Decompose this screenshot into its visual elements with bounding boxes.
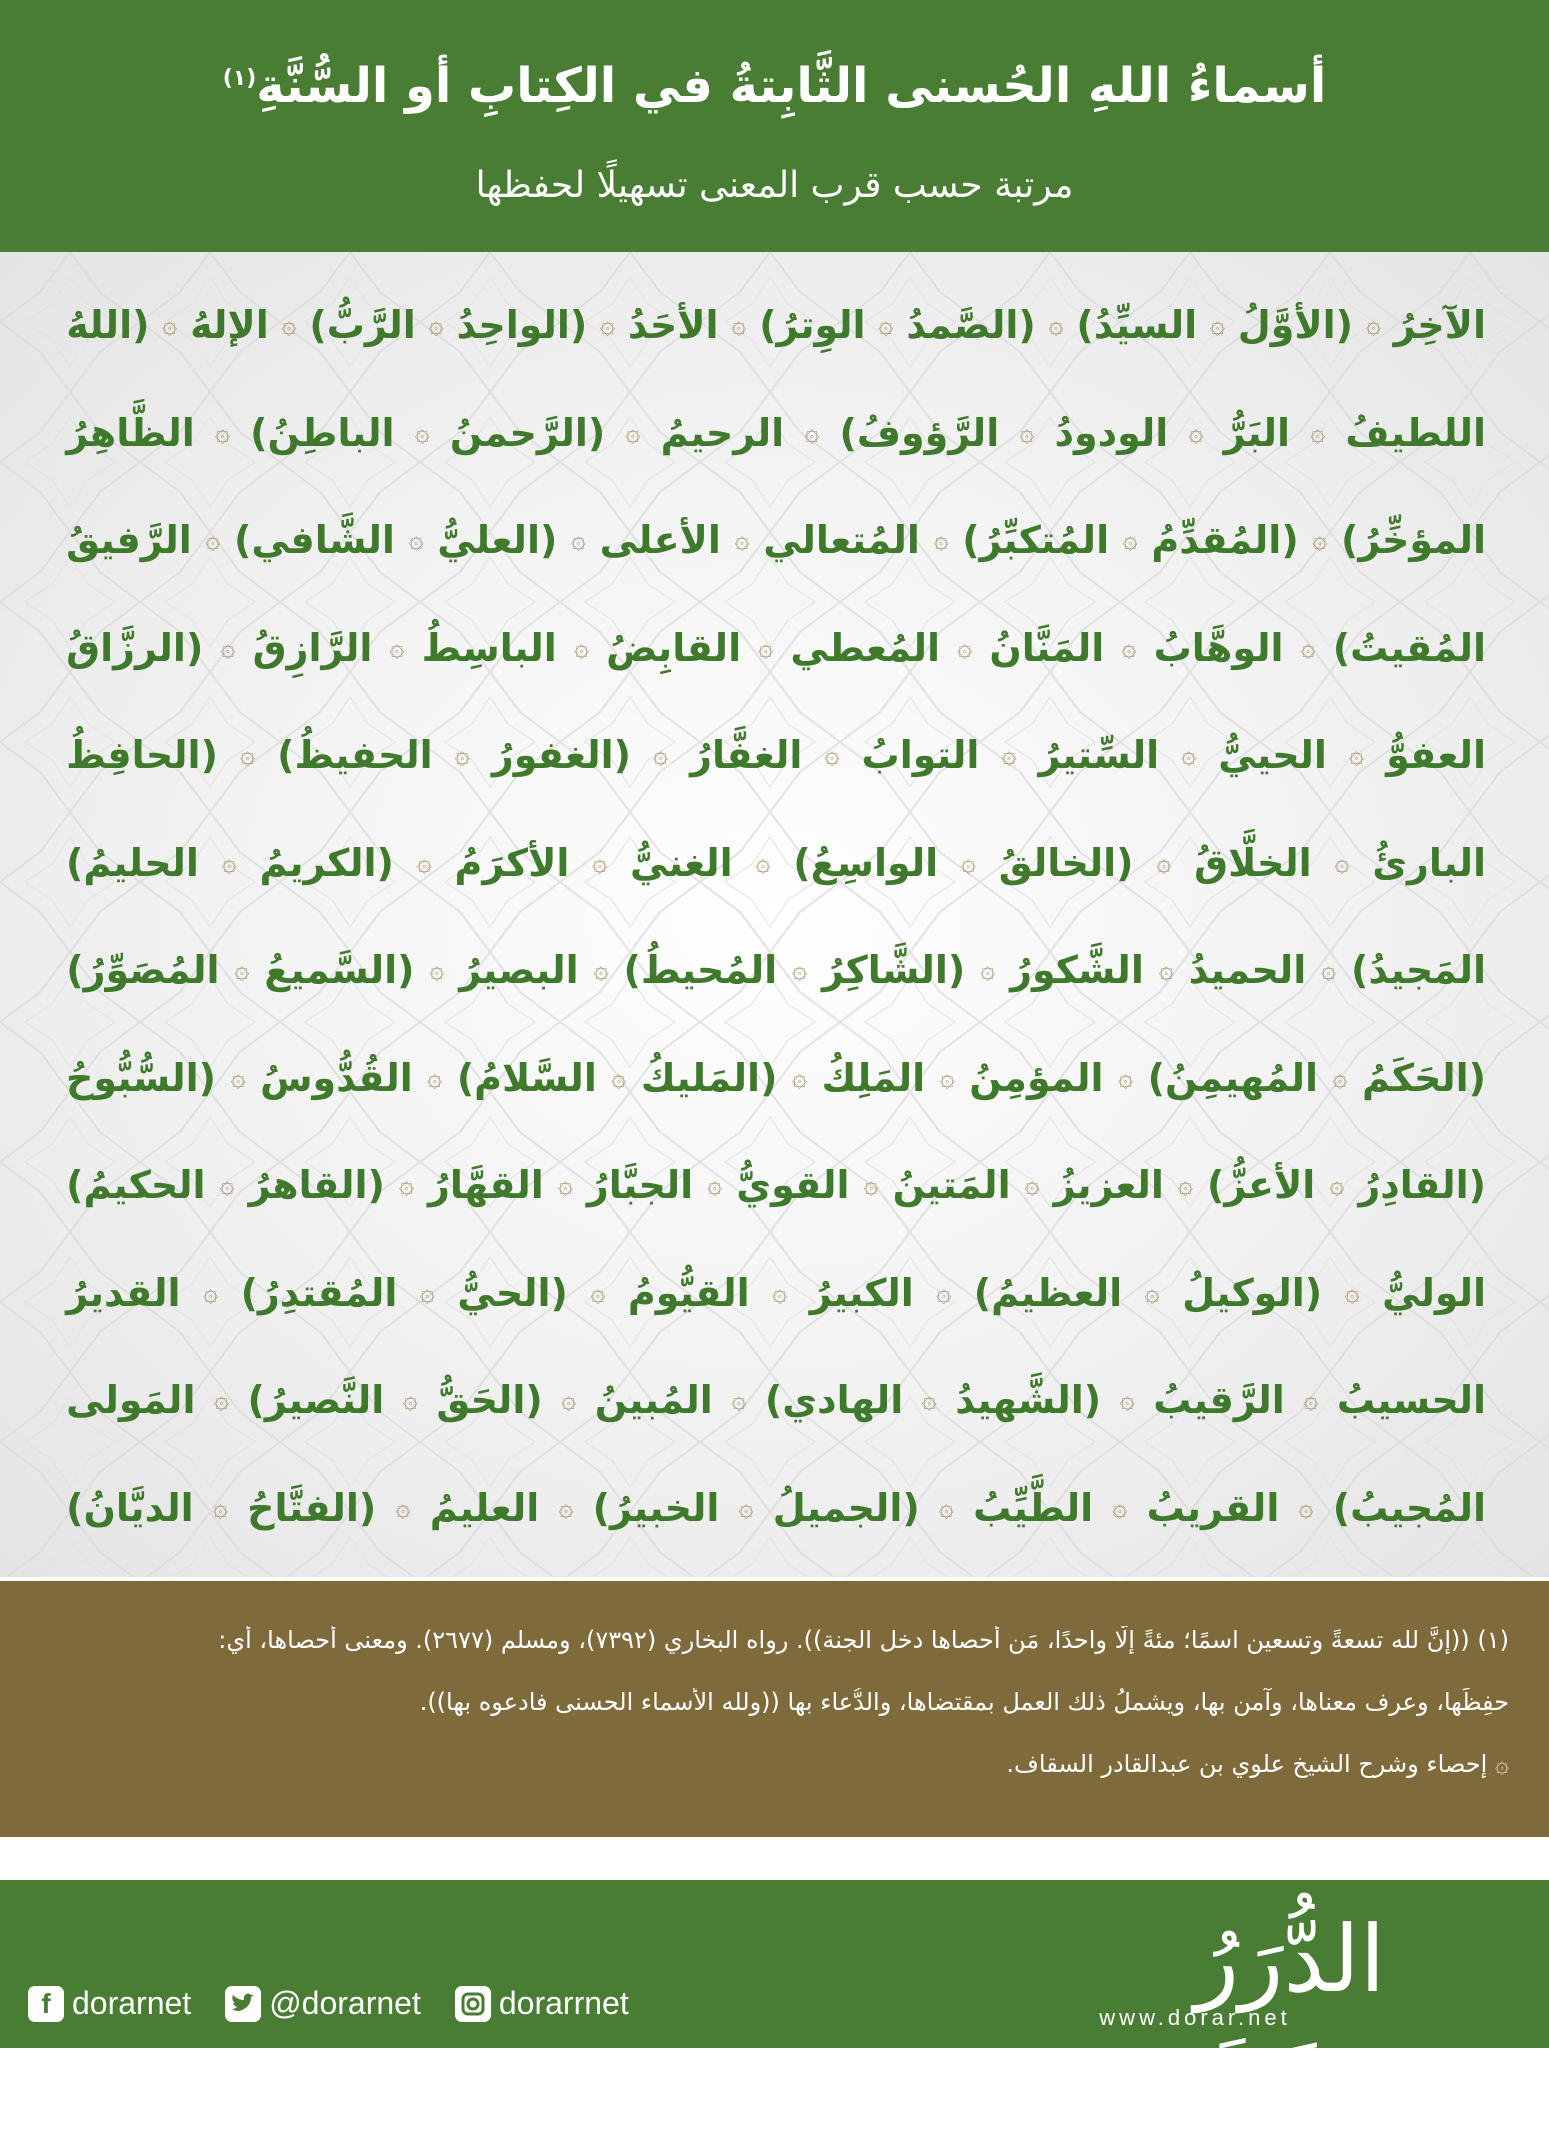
divine-name: السَّلامُ)	[456, 1055, 597, 1100]
ornament-separator-icon: ۞	[625, 417, 641, 448]
ornament-separator-icon: ۞	[570, 525, 587, 555]
ornament-separator-icon: ۞	[1209, 310, 1226, 340]
divine-name: العظيمُ)	[973, 1270, 1123, 1315]
names-row	[66, 500, 1486, 580]
ornament-separator-icon: ۞	[1321, 955, 1337, 985]
ornament-separator-icon: ۞	[1300, 632, 1316, 663]
ornament-separator-icon: ۞	[1365, 310, 1381, 340]
divine-name: (الأوَّلُ	[1237, 303, 1354, 347]
divine-name: الجبَّارُ	[586, 1163, 694, 1207]
ornament-separator-icon: ۞	[1122, 525, 1138, 555]
ornament-separator-icon: ۞	[1001, 740, 1017, 770]
divine-name: (الحافِظُ	[66, 733, 218, 777]
ornament-separator-icon: ۞	[416, 847, 432, 878]
title-footnote-ref: (١)	[222, 66, 257, 91]
ornament-separator-icon: ۞	[755, 847, 771, 878]
divine-name: الباطِنُ)	[250, 410, 395, 455]
ornament-separator-icon: ۞	[1298, 1492, 1314, 1523]
social-links	[28, 1985, 663, 2022]
ornament-separator-icon: ۞	[1344, 1277, 1360, 1308]
facebook-icon: f	[28, 1986, 64, 2022]
names-row	[66, 1145, 1486, 1225]
ornament-separator-icon: ۞	[921, 1385, 937, 1415]
divine-name: الطَّيِّبُ	[973, 1485, 1094, 1530]
ornament-separator-icon: ۞	[1348, 740, 1365, 770]
divine-name: الخلَّاقُ	[1194, 840, 1312, 885]
ornament-separator-icon: ۞	[1119, 1385, 1135, 1415]
ornament-separator-icon: ۞	[214, 417, 231, 448]
instagram-icon	[455, 1986, 491, 2022]
divine-name: الآخِرُ	[1393, 303, 1486, 347]
divine-name: (الشَّاكِرُ	[821, 948, 966, 992]
ornament-separator-icon: ۞	[557, 1170, 573, 1200]
names-row	[66, 285, 1486, 365]
divine-name: الباسِطُ	[421, 625, 557, 670]
divine-name: القهَّارُ	[427, 1163, 544, 1207]
facebook-handle: dorarnet	[72, 1985, 192, 2021]
names-row	[66, 823, 1486, 903]
divine-name: المُتعالي	[763, 518, 920, 562]
divine-name: الحسيبُ	[1336, 1378, 1486, 1422]
ornament-separator-icon: ۞	[221, 847, 237, 878]
divine-name: البَرُّ	[1223, 410, 1291, 455]
ornament-separator-icon: ۞	[1303, 1385, 1319, 1415]
divine-name: المَنَّانُ	[989, 625, 1105, 670]
divine-name: الأكرَمُ	[454, 840, 570, 885]
divine-name: البصيرُ	[459, 948, 579, 992]
divine-name: (اللهُ	[66, 303, 150, 347]
divine-name: الحليمُ)	[66, 840, 199, 885]
divine-name: الديَّانُ)	[66, 1485, 194, 1530]
divine-name: المؤخِّرُ)	[1341, 518, 1486, 562]
divine-name: الشَّافي)	[234, 518, 395, 562]
names-row	[66, 715, 1486, 795]
divine-name: الوهَّابُ	[1153, 625, 1284, 670]
ornament-separator-icon: ۞	[398, 1170, 415, 1200]
ornament-separator-icon: ۞	[731, 310, 747, 340]
ornament-separator-icon: ۞	[429, 955, 445, 985]
twitter-handle: @dorarnet	[269, 1985, 421, 2021]
divine-name: اللطيفُ	[1345, 410, 1486, 455]
ornament-separator-icon: ۞	[731, 1385, 747, 1415]
ornament-separator-icon: ۞	[590, 1277, 606, 1308]
divine-name: الحكيمُ)	[66, 1163, 206, 1207]
divine-name: المُعطي	[790, 625, 941, 670]
ornament-separator-icon: ۞	[1181, 740, 1197, 770]
ornament-separator-icon: ۞	[162, 310, 178, 340]
website-url[interactable]: www.dorar.net	[1099, 2005, 1291, 2030]
ornament-separator-icon: ۞	[414, 417, 430, 448]
divine-name: الكبيرُ	[809, 1270, 914, 1315]
divine-name: الرَّقيبُ	[1153, 1378, 1285, 1422]
ornament-separator-icon: ۞	[239, 740, 256, 770]
instagram-handle: dorarrnet	[498, 1985, 629, 2021]
divine-name: (الشَّهيدُ	[955, 1378, 1102, 1422]
divine-name: السيِّدُ)	[1076, 303, 1198, 347]
divine-name: العليمُ	[429, 1485, 540, 1530]
ornament-icon: ۞	[1494, 1750, 1509, 1778]
divine-name: الحفيظُ)	[277, 733, 433, 777]
ornament-separator-icon: ۞	[234, 955, 250, 985]
ornament-separator-icon: ۞	[1048, 310, 1064, 340]
ornament-separator-icon: ۞	[980, 955, 996, 985]
divine-name: (الرزَّاقُ	[66, 625, 204, 670]
names-panel	[0, 252, 1549, 1577]
divine-name: (الحَقُّ	[436, 1378, 543, 1422]
footnote-line-3	[40, 1750, 1509, 1778]
ornament-separator-icon: ۞	[611, 1062, 627, 1093]
divine-name: المَلِكُ	[821, 1055, 926, 1100]
divine-name: النَّصيرُ)	[247, 1378, 385, 1422]
ornament-separator-icon: ۞	[220, 632, 236, 663]
ornament-separator-icon: ۞	[824, 740, 840, 770]
ornament-separator-icon: ۞	[1188, 417, 1204, 448]
divine-name: (القادِرُ	[1358, 1163, 1486, 1207]
divine-name: المُتكبِّرُ)	[962, 518, 1110, 562]
divine-name: المُهيمِنُ)	[1147, 1055, 1318, 1100]
divine-name: الإلهُ	[190, 303, 269, 347]
ornament-separator-icon: ۞	[652, 740, 669, 770]
ornament-separator-icon: ۞	[772, 1277, 788, 1308]
divine-name: (المَليكُ	[640, 1055, 778, 1100]
divine-name: المُقيتُ)	[1332, 625, 1486, 670]
ornament-separator-icon: ۞	[1312, 525, 1328, 555]
divine-name: الرَّبُّ)	[309, 303, 416, 347]
title-text: أسماءُ اللهِ الحُسنى الثَّابِتةُ في الكِتابِ أو السُّنَّةِ	[256, 58, 1327, 114]
ornament-separator-icon: ۞	[213, 1385, 230, 1415]
facebook-link[interactable]	[28, 1985, 191, 2022]
ornament-separator-icon: ۞	[219, 1170, 235, 1200]
ornament-separator-icon: ۞	[593, 955, 609, 985]
divine-name: المُقتدِرُ)	[240, 1270, 398, 1315]
names-row	[66, 930, 1486, 1010]
header-banner	[0, 0, 1549, 252]
footnote-line-2: حفِظَها، وعرف معناها، وآمن بها، ويشملُ ذلك العمل بمقتضاها، والدُّعاء بها ((ولله الأسماء الحسنى فادعوه بها)).	[419, 1688, 1509, 1716]
divine-name: الشَّكورُ	[1010, 948, 1144, 992]
ornament-separator-icon: ۞	[592, 847, 608, 878]
ornament-separator-icon: ۞	[561, 1385, 577, 1415]
twitter-link[interactable]	[225, 1985, 421, 2022]
ornament-separator-icon: ۞	[933, 525, 949, 555]
footnote-line-1: (١) ((إنَّ لله تسعةً وتسعين اسمًا؛ مئةً إلَّا واحدًا، مَن أحصاها دخل الجنة)). رواه البخاري (٧٣٩٢)، ومسلم (٢٦٧٧). ومعنى أحصاها، أي:	[218, 1626, 1509, 1654]
ornament-separator-icon: ۞	[212, 1492, 229, 1523]
ornament-separator-icon: ۞	[281, 310, 297, 340]
divine-name: المَتينُ	[892, 1163, 1011, 1207]
divine-name: المُبينُ	[594, 1378, 713, 1422]
divine-name: العفوُّ	[1386, 733, 1486, 777]
ornament-separator-icon: ۞	[1156, 847, 1172, 878]
divine-name: المُجيبُ)	[1332, 1485, 1486, 1530]
divine-name: القيُّومُ	[627, 1270, 750, 1315]
ornament-separator-icon: ۞	[599, 310, 616, 340]
ornament-separator-icon: ۞	[395, 1492, 411, 1523]
divine-name: الرَّازِقُ	[252, 625, 373, 670]
divine-name: الوِترُ)	[759, 303, 866, 347]
divine-name: الأحَدُ	[627, 303, 719, 347]
divine-name: المَجيدُ)	[1351, 948, 1486, 992]
ornament-separator-icon: ۞	[1019, 417, 1035, 448]
page-title	[0, 58, 1549, 114]
ornament-separator-icon: ۞	[389, 632, 405, 663]
divine-name: (العليُّ	[437, 518, 558, 562]
footnote-credit: إحصاء وشرح الشيخ علوي بن عبدالقادر السقاف.	[1006, 1750, 1488, 1778]
ornament-separator-icon: ۞	[936, 1277, 952, 1308]
divine-name: (الغفورُ	[491, 733, 632, 777]
ornament-separator-icon: ۞	[427, 1062, 443, 1093]
divine-name: (الجميلُ	[772, 1485, 920, 1530]
divine-name: (السُّبُّوحُ	[66, 1055, 217, 1100]
page-subtitle: مرتبة حسب قرب المعنى تسهيلًا لحفظها	[475, 165, 1074, 206]
ornament-separator-icon: ۞	[1117, 1062, 1134, 1093]
ornament-separator-icon: ۞	[878, 310, 894, 340]
ornament-separator-icon: ۞	[1334, 847, 1350, 878]
names-row	[66, 1468, 1486, 1548]
divine-name: الرَّفيقُ	[66, 518, 192, 562]
divine-name: الغفَّارُ	[690, 733, 803, 777]
ornament-separator-icon: ۞	[758, 632, 774, 663]
divine-name: الوليُّ	[1382, 1270, 1486, 1315]
divine-name: الحييُّ	[1218, 733, 1327, 777]
ornament-separator-icon: ۞	[1144, 1277, 1160, 1308]
ornament-separator-icon: ۞	[1310, 417, 1326, 448]
ornament-separator-icon: ۞	[202, 1277, 219, 1308]
divine-name: (القاهرُ	[248, 1163, 385, 1207]
divine-name: (الواحِدُ	[456, 303, 588, 347]
divine-name: الهادي)	[764, 1378, 904, 1422]
divine-name: المُصَوِّرُ)	[66, 948, 220, 992]
divine-name: الغنيُّ	[630, 840, 733, 885]
divine-name: (الرَّحمنُ	[449, 410, 606, 455]
divine-name: السِّتيرُ	[1038, 733, 1160, 777]
divine-name: (الحَكَمُ	[1362, 1055, 1486, 1100]
ornament-separator-icon: ۞	[734, 525, 750, 555]
ornament-separator-icon: ۞	[707, 1170, 723, 1200]
divine-name: المؤمِنُ	[969, 1055, 1104, 1100]
divine-name: الأعزُّ)	[1207, 1163, 1316, 1207]
divine-name: المَولى	[66, 1378, 196, 1422]
divine-name: الخبيرُ)	[592, 1485, 720, 1530]
ornament-separator-icon: ۞	[791, 1062, 808, 1093]
divine-name: (الوكيلُ	[1182, 1270, 1323, 1315]
divine-name: (الفتَّاحُ	[247, 1485, 377, 1530]
names-row	[66, 1360, 1486, 1440]
divine-name: القديرُ	[66, 1270, 181, 1315]
divine-name: المُحيطُ)	[623, 948, 778, 992]
ornament-separator-icon: ۞	[428, 310, 444, 340]
ornament-separator-icon: ۞	[1158, 955, 1174, 985]
ornament-separator-icon: ۞	[1121, 632, 1137, 663]
ornament-separator-icon: ۞	[939, 1062, 955, 1093]
divine-name: الواسِعُ)	[793, 840, 939, 885]
ornament-separator-icon: ۞	[402, 1385, 418, 1415]
ornament-separator-icon: ۞	[863, 1170, 879, 1200]
ornament-separator-icon: ۞	[1024, 1170, 1040, 1200]
divine-name: القابِضُ	[606, 625, 742, 670]
divine-name: (الصَّمدُ	[906, 303, 1036, 347]
ornament-separator-icon: ۞	[454, 740, 470, 770]
ornament-separator-icon: ۞	[1329, 1170, 1345, 1200]
divine-name: الودودُ	[1054, 410, 1169, 455]
ornament-separator-icon: ۞	[573, 632, 590, 663]
ornament-separator-icon: ۞	[738, 1492, 754, 1523]
twitter-icon	[225, 1986, 261, 2022]
names-row	[66, 393, 1486, 473]
divine-name: الحميدُ	[1188, 948, 1307, 992]
ornament-separator-icon: ۞	[960, 847, 977, 878]
footnote-panel	[0, 1581, 1549, 1837]
divine-name: (السَّميعُ	[264, 948, 415, 992]
ornament-separator-icon: ۞	[791, 955, 808, 985]
divine-name: (الكريمُ	[259, 840, 394, 885]
divine-name: البارئُ	[1372, 840, 1486, 885]
instagram-link[interactable]	[455, 1985, 629, 2022]
divine-name: الرَّؤوفُ)	[839, 410, 1000, 455]
divine-name: (المُقدِّمُ	[1151, 518, 1299, 562]
ornament-separator-icon: ۞	[957, 632, 973, 663]
ornament-separator-icon: ۞	[1112, 1492, 1128, 1523]
names-row	[66, 1038, 1486, 1118]
divine-name: الرحيمُ	[660, 410, 785, 455]
dorar-logo: الدُّرَرُ السَّنِيَّة	[1169, 1906, 1411, 2143]
ornament-separator-icon: ۞	[1177, 1170, 1194, 1200]
ornament-separator-icon: ۞	[419, 1277, 435, 1308]
ornament-separator-icon: ۞	[205, 525, 221, 555]
divine-name: القريبُ	[1146, 1485, 1280, 1530]
names-row	[66, 608, 1486, 688]
divine-name: (الخالقُ	[998, 840, 1134, 885]
ornament-separator-icon: ۞	[230, 1062, 246, 1093]
ornament-separator-icon: ۞	[938, 1492, 955, 1523]
divine-name: الظَّاهِرُ	[66, 410, 195, 455]
divine-name: القُدُّوسُ	[260, 1055, 413, 1100]
names-row	[66, 1253, 1486, 1333]
divine-name: العزيزُ	[1053, 1163, 1164, 1207]
divine-name: القويُّ	[736, 1163, 850, 1207]
ornament-separator-icon: ۞	[408, 525, 424, 555]
divine-name: التوابُ	[861, 733, 980, 777]
ornament-separator-icon: ۞	[558, 1492, 574, 1523]
divine-name: الأعلى	[599, 518, 721, 562]
ornament-separator-icon: ۞	[804, 417, 820, 448]
divine-name: (الحيُّ	[457, 1270, 568, 1315]
ornament-separator-icon: ۞	[1332, 1062, 1348, 1093]
